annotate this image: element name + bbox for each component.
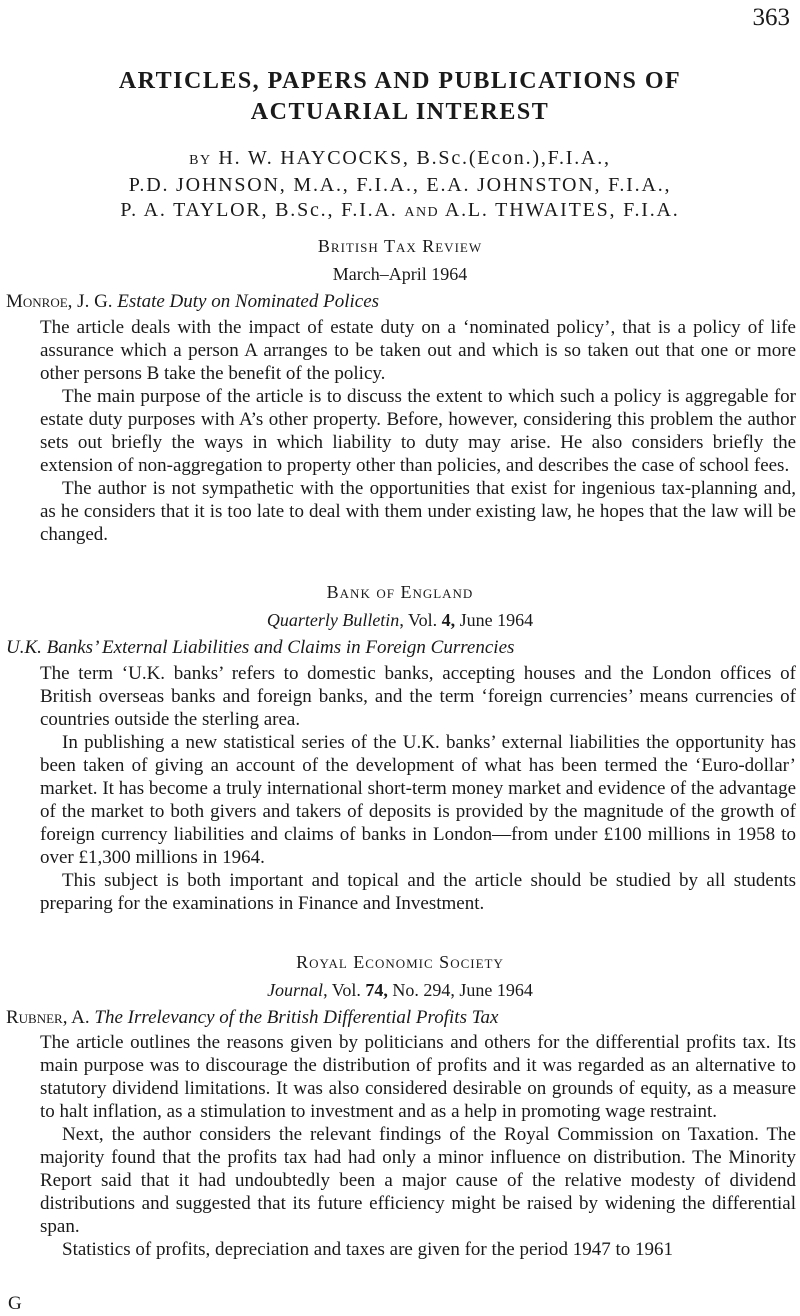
- journal-header-british-tax-review: [0, 234, 800, 286]
- by-word: BY: [189, 153, 212, 168]
- and-word: AND: [404, 205, 440, 220]
- page-number: 363: [752, 4, 790, 31]
- authors-line-1: H. W. HAYCOCKS, B.Sc.(Econ.),F.I.A.,: [218, 147, 611, 169]
- article-citation: [6, 1006, 796, 1030]
- summary-paragraph: The article outlines the reasons given by politicians and others for the differential profits tax. Its main purpose was to discourage the distribution of profits and it was regarded as an alternative to statutory dividend limitations. It was also considered desirable on grounds of equity, as a measure to halt inflation, as a stimulation to investment and as a help in promoting wage restraint.: [40, 1032, 796, 1122]
- journal-name: British Tax Review: [317, 236, 483, 256]
- summary-paragraph: The term ‘U.K. banks’ refers to domestic banks, accepting houses and the London offices of British overseas banks and foreign banks, and the term ‘foreign currencies’ means currencies of countries outside the sterling area.: [40, 663, 796, 730]
- journal-header-royal-economic-society: [0, 950, 800, 1002]
- printer-signature-mark: G: [8, 1293, 22, 1314]
- summary-paragraph: This subject is both important and topical and the article should be studied by all students preparing for the examinations in Finance and Investment.: [40, 870, 796, 914]
- title-line-1: ARTICLES, PAPERS AND PUBLICATIONS OF: [118, 68, 682, 94]
- publication-name: Journal: [267, 980, 324, 1000]
- summary-paragraph: The main purpose of the article is to discuss the extent to which such a policy is aggregable for estate duty purposes with A’s other property. Before, however, considering this problem the author sets out briefly the ways in which liability to duty may arise. He also considers briefly the extension of non-aggregation to property other than policies, and describes the case of school fees.: [40, 386, 796, 476]
- authors-line-3b: A.L. THWAITES, F.I.A.: [444, 199, 680, 221]
- authors-line-2: P.D. JOHNSON, M.A., F.I.A., E.A. JOHNSTON, F.I.A.,: [128, 174, 672, 196]
- summary-paragraph: The author is not sympathetic with the opportunities that exist for ingenious tax-planning and, as he considers that it is too late to deal with them under existing law, he hopes that the law will be changed.: [40, 478, 796, 545]
- authors-line-3a: P. A. TAYLOR, B.Sc., F.I.A.: [120, 199, 398, 221]
- article-summary: [40, 1031, 796, 1261]
- summary-paragraph: Next, the author considers the relevant findings of the Royal Commission on Taxation. The majority found that the profits tax had had only a minor influence on distribution. The Minority Report said that it had undoubtedly been a major cause of the relative modesty of dividend distributions and suggested that its future efficiency might be raised by widening the differential span.: [40, 1124, 796, 1237]
- article-summary: [40, 316, 796, 546]
- article-heading: [0, 66, 800, 128]
- journal-issue: Quarterly Bulletin, Vol. 4, June 1964: [266, 610, 534, 630]
- volume-number: 4,: [441, 610, 456, 630]
- journal-header-bank-of-england: [0, 580, 800, 632]
- volume-number: 74,: [365, 980, 388, 1000]
- article-citation: [6, 636, 796, 660]
- journal-issue: March–April 1964: [332, 264, 468, 284]
- article-author: Rubner, A.: [6, 1007, 90, 1028]
- journal-name: Royal Economic Society: [296, 952, 504, 972]
- article-title: The Irrelevancy of the British Differential Profits Tax: [94, 1007, 499, 1028]
- publication-name: Quarterly Bulletin: [266, 610, 400, 630]
- title-line-2: ACTUARIAL INTEREST: [250, 99, 550, 125]
- article-author: Monroe, J. G.: [6, 291, 113, 312]
- summary-paragraph: Statistics of profits, depreciation and taxes are given for the period 1947 to 1961: [62, 1239, 674, 1260]
- article-summary: [40, 662, 796, 915]
- article-citation: [6, 290, 796, 314]
- article-title: U.K. Banks’ External Liabilities and Claims in Foreign Currencies: [6, 637, 515, 658]
- summary-paragraph: The article deals with the impact of estate duty on a ‘nominated policy’, that is a policy of life assurance which a person A arranges to be taken out and which is so taken out that one or more other persons B take the benefit of the policy.: [40, 317, 796, 384]
- summary-paragraph: In publishing a new statistical series of the U.K. banks’ external liabilities the opportunity has been taken of giving an account of the development of what has been termed the ‘Euro-dollar’ market. It has become a truly international short-term money market and evidence of the advantage of the market to both givers and takers of deposits is provided by the magnitude of the growth of foreign currency liabilities and claims of banks in London—from under £100 millions in 1958 to over £1,300 millions in 1964.: [40, 732, 796, 868]
- article-title: Estate Duty on Nominated Polices: [117, 291, 380, 312]
- journal-issue: Journal, Vol. 74, No. 294, June 1964: [267, 980, 533, 1000]
- journal-name: Bank of England: [326, 582, 474, 602]
- author-list: [0, 146, 800, 225]
